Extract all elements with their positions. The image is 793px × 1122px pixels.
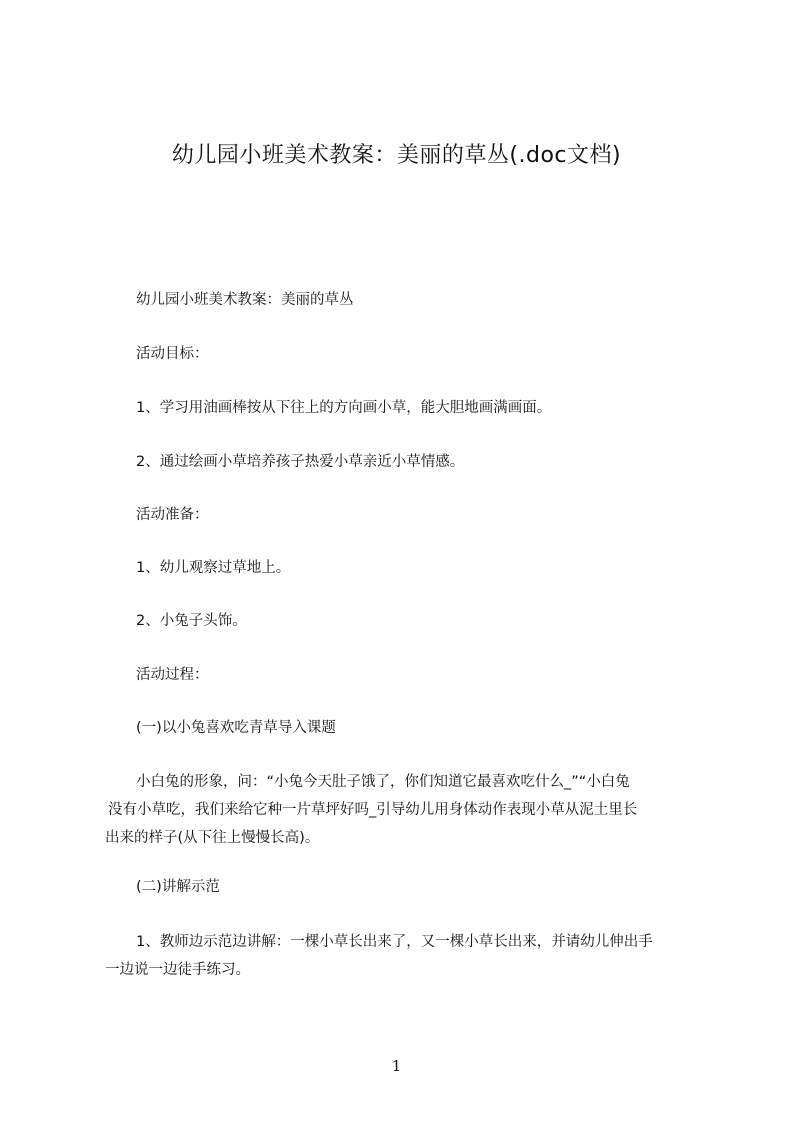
page-number: 1 [391, 1057, 402, 1075]
preparation-item-1: 1、幼儿观察过草地上。 [136, 560, 291, 576]
process-step-2-heading: (二)讲解示范 [136, 879, 220, 895]
process-step-1-text-line-1: 小白兔的形象，问：“小兔今天肚子饿了，你们知道它最喜欢吃什么_”“小白兔 [136, 774, 630, 790]
paragraph-heading: 幼儿园小班美术教案：美丽的草丛 [136, 292, 354, 308]
preparation-item-2: 2、小兔子头饰。 [136, 613, 247, 629]
process-step-2-text-line-1: 1、教师边示范边讲解：一棵小草长出来了，又一棵小草长出来，并请幼儿伸出手 [136, 934, 653, 950]
goal-item-1: 1、学习用油画棒按从下往上的方向画小草，能大胆地画满画面。 [136, 400, 552, 416]
section-activity-preparation: 活动准备： [136, 507, 209, 523]
document-title: 幼儿园小班美术教案：美丽的草丛(.doc文档) [171, 143, 622, 168]
process-step-2-text-line-2: 一边说一边徒手练习。 [105, 962, 250, 978]
process-step-1-text-line-3: 出来的样子(从下往上慢慢长高)。 [105, 830, 320, 846]
section-activity-goals: 活动目标： [136, 346, 209, 362]
process-step-1-text-line-2: 没有小草吃，我们来给它种一片草坪好吗_引导幼儿用身体动作表现小草从泥土里长 [108, 802, 638, 818]
section-activity-process: 活动过程： [136, 667, 209, 683]
goal-item-2: 2、通过绘画小草培养孩子热爱小草亲近小草情感。 [136, 454, 465, 470]
process-step-1-heading: (一)以小兔喜欢吃青草导入课题 [136, 720, 336, 736]
